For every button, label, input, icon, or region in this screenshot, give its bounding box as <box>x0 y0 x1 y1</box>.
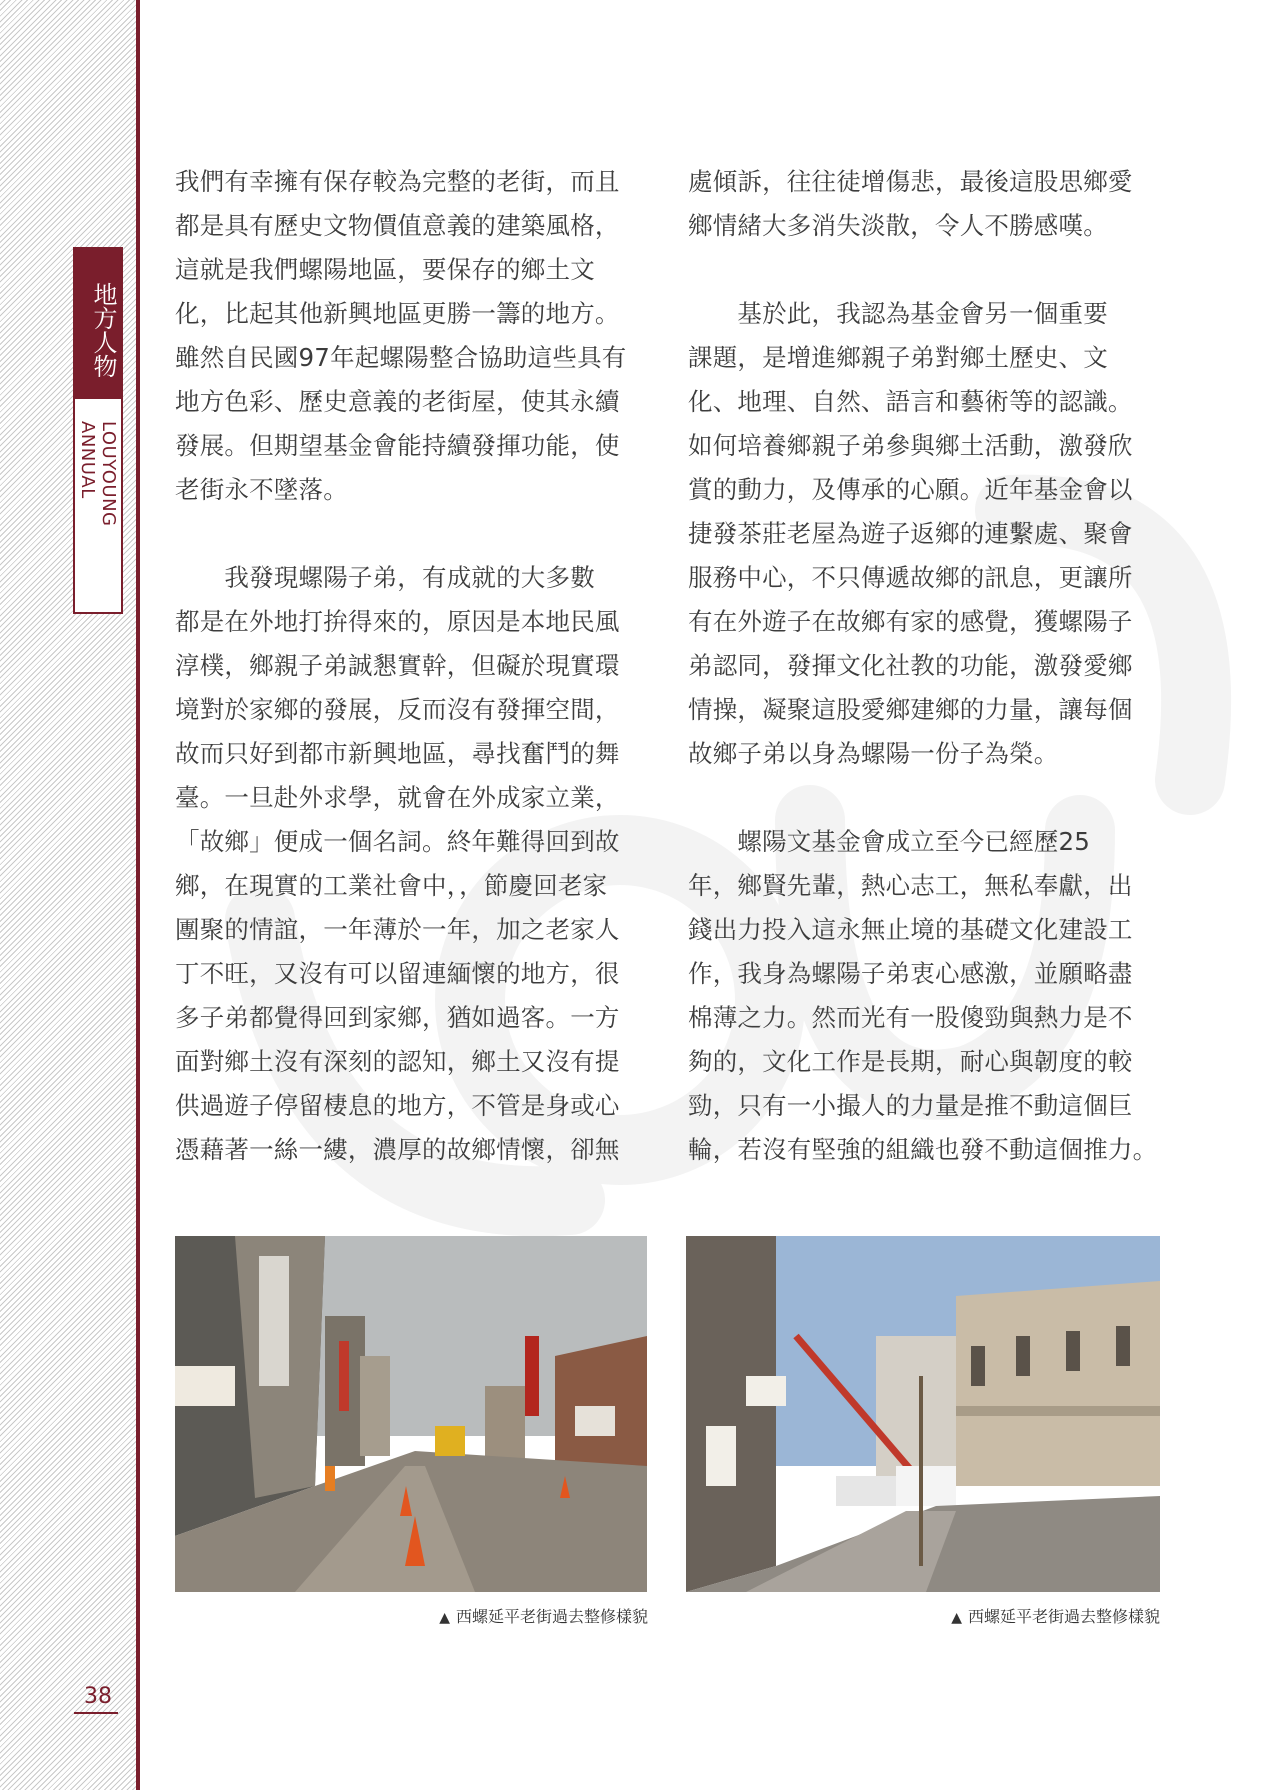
paragraph-gap <box>175 512 655 556</box>
photo-caption-right <box>951 1604 1160 1627</box>
text-line: 輪，若沒有堅強的組織也發不動這個推力。 <box>688 1135 1158 1164</box>
paragraph-gap <box>688 248 1168 292</box>
section-title-en: LOUYOUNG ANNUAL <box>77 421 119 527</box>
text-line: 基於此，我認為基金會另一個重要 <box>688 299 1108 328</box>
text-line: 錢出力投入這永無止境的基礎文化建設工 <box>688 915 1133 944</box>
text-line: 發展。但期望基金會能持續發揮功能，使 <box>175 431 620 460</box>
photo-street-renovation-left <box>175 1236 647 1592</box>
text-line: 多子弟都覺得回到家鄉，猶如過客。一方 <box>175 1003 620 1032</box>
text-line: 供過遊子停留棲息的地方，不管是身或心 <box>175 1091 620 1120</box>
caption-text: 西螺延平老街過去整修樣貌 <box>967 1607 1160 1626</box>
text-line: 我們有幸擁有保存較為完整的老街，而且 <box>175 167 620 196</box>
text-line: 化，比起其他新興地區更勝一籌的地方。 <box>175 299 620 328</box>
text-line: 這就是我們螺陽地區，要保存的鄉土文 <box>175 255 595 284</box>
text-line: 臺。一旦赴外求學，就會在外成家立業， <box>175 783 620 812</box>
sidebar-rule <box>136 0 140 1790</box>
text-line: 雖然自民國97年起螺陽整合協助這些具有 <box>175 343 627 372</box>
paragraph-gap <box>688 776 1168 820</box>
text-line: 鄉，在現實的工業社會中，，節慶回老家 <box>175 871 608 900</box>
text-line: 有在外遊子在故鄉有家的感覺，獲螺陽子 <box>688 607 1133 636</box>
article-left-column <box>175 160 655 1172</box>
text-line: 故鄉子弟以身為螺陽一份子為榮。 <box>688 739 1059 768</box>
text-line: 化、地理、自然、語言和藝術等的認識。 <box>688 387 1133 416</box>
text-line: 夠的，文化工作是長期，耐心與韌度的較 <box>688 1047 1133 1076</box>
page-number: 38 <box>84 1684 112 1709</box>
photo-caption-left <box>439 1604 648 1627</box>
text-line: 地方色彩、歷史意義的老街屋，使其永續 <box>175 387 620 416</box>
text-line: 老街永不墜落。 <box>175 475 348 504</box>
text-line: 處傾訴，往往徒增傷悲，最後這股思鄉愛 <box>688 167 1133 196</box>
text-line: 賞的動力，及傳承的心願。近年基金會以 <box>688 475 1133 504</box>
text-line: 憑藉著一絲一縷，濃厚的故鄉情懷，卻無 <box>175 1135 620 1164</box>
text-line: 「故鄉」便成一個名詞。終年難得回到故 <box>175 827 620 856</box>
text-line: 團聚的情誼，一年薄於一年，加之老家人 <box>175 915 620 944</box>
text-line: 年，鄉賢先輩，熱心志工，無私奉獻，出 <box>688 871 1133 900</box>
section-tab <box>73 247 123 614</box>
caption-triangle-icon: ▲ <box>951 1610 962 1626</box>
text-line: 丁不旺，又沒有可以留連緬懷的地方，很 <box>175 959 620 988</box>
section-title-cn: 地方人物 <box>73 247 123 399</box>
text-line: 螺陽文基金會成立至今已經歷25 <box>688 827 1091 856</box>
page-number-rule <box>74 1712 118 1714</box>
text-line: 故而只好到都市新興地區，尋找奮鬥的舞 <box>175 739 620 768</box>
text-line: 服務中心，不只傳遞故鄉的訊息，更讓所 <box>688 563 1133 592</box>
photo-street-renovation-right <box>686 1236 1160 1592</box>
text-line: 作，我身為螺陽子弟衷心感激，並願略盡 <box>688 959 1133 988</box>
text-line: 勁，只有一小撮人的力量是推不動這個巨 <box>688 1091 1133 1120</box>
article-right-column <box>688 160 1168 1172</box>
text-line: 面對鄉土沒有深刻的認知，鄉土又沒有提 <box>175 1047 620 1076</box>
text-line: 棉薄之力。然而光有一股傻勁與熱力是不 <box>688 1003 1133 1032</box>
text-line: 情操，凝聚這股愛鄉建鄉的力量，讓每個 <box>688 695 1133 724</box>
text-line: 捷發茶莊老屋為遊子返鄉的連繫處、聚會 <box>688 519 1133 548</box>
text-line: 鄉情緒大多消失淡散，令人不勝感嘆。 <box>688 211 1108 240</box>
text-line: 課題，是增進鄉親子弟對鄉土歷史、文 <box>688 343 1108 372</box>
caption-triangle-icon: ▲ <box>439 1610 450 1626</box>
caption-text: 西螺延平老街過去整修樣貌 <box>455 1607 648 1626</box>
text-line: 淳樸，鄉親子弟誠懇實幹，但礙於現實環 <box>175 651 620 680</box>
text-line: 弟認同，發揮文化社教的功能，激發愛鄉 <box>688 651 1133 680</box>
text-line: 如何培養鄉親子弟參與鄉土活動，激發欣 <box>688 431 1133 460</box>
text-line: 都是具有歷史文物價值意義的建築風格， <box>175 211 620 240</box>
text-line: 都是在外地打拚得來的，原因是本地民風 <box>175 607 620 636</box>
text-line: 境對於家鄉的發展，反而沒有發揮空間， <box>175 695 620 724</box>
text-line: 我發現螺陽子弟，有成就的大多數 <box>175 563 595 592</box>
